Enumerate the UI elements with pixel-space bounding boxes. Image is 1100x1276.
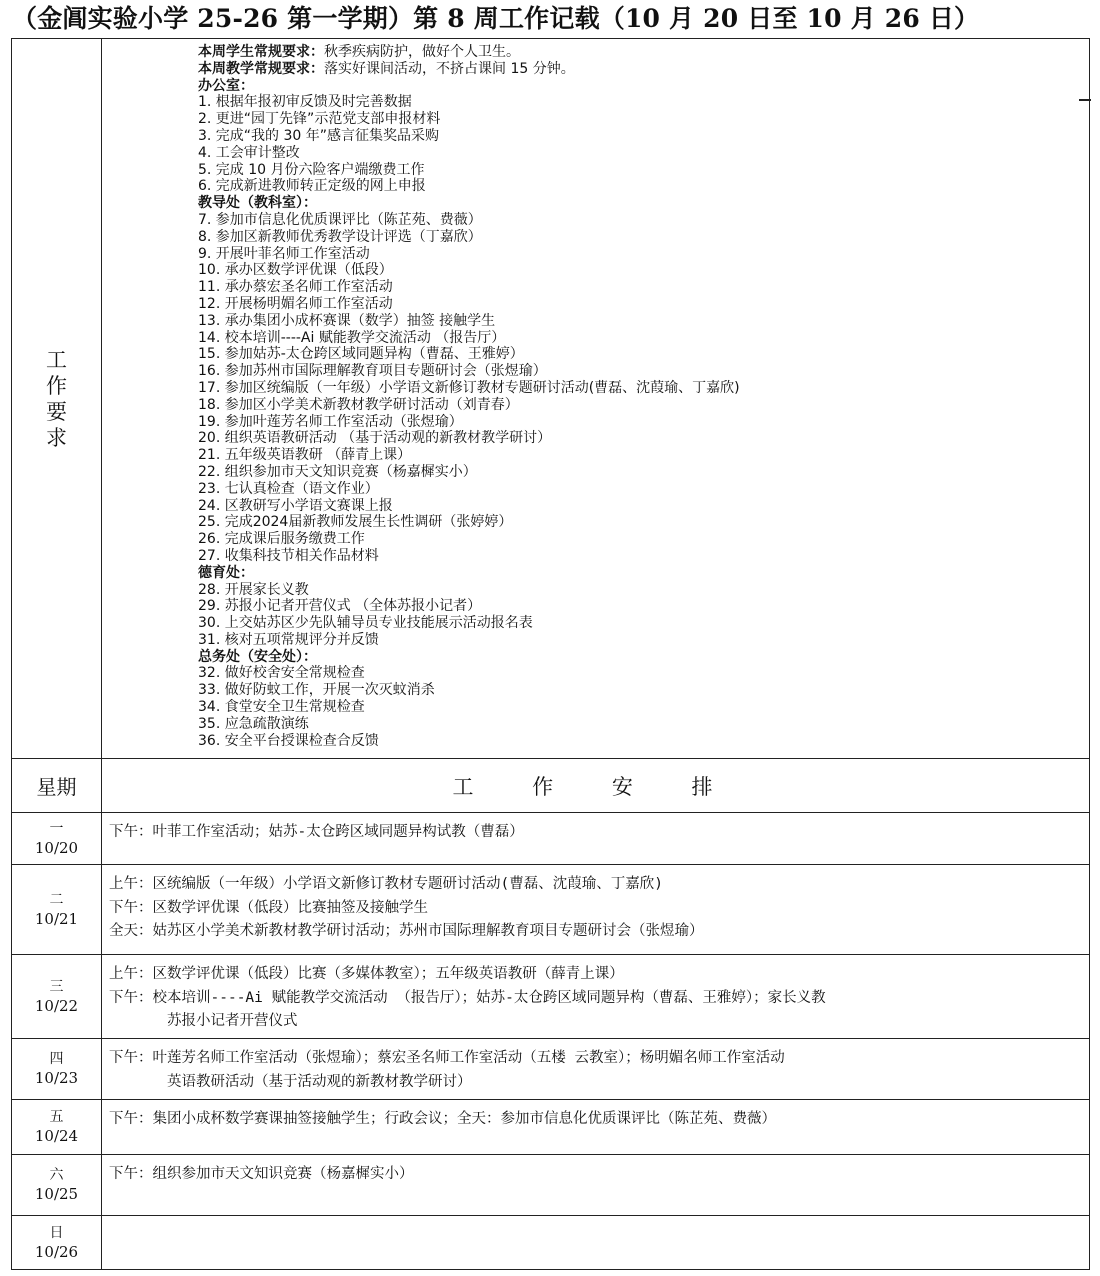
requirement-item	[198, 531, 1089, 548]
requirement-item	[198, 498, 1089, 515]
weekday-label: 五	[49, 1109, 64, 1125]
schedule-line: 下午：校本培训----Ai 赋能教学交流活动 （报告厅）；姑苏-太仓跨区域同题异构（曹磊、王雅婷）；家长义教	[109, 989, 826, 1006]
requirement-item	[198, 481, 1089, 498]
requirement-text: 德育处：	[198, 564, 254, 581]
requirement-text: 8. 参加区新教师优秀教学设计评选（丁嘉欣）	[198, 228, 482, 245]
requirement-item	[198, 632, 1089, 649]
arrangement-header: 工 作 安 排	[102, 759, 1090, 813]
weekday-label: 一	[49, 820, 64, 837]
requirement-detail: 落实好课间活动，不挤占课间 15 分钟。	[324, 60, 575, 77]
requirement-item	[198, 430, 1089, 447]
schedule-line: 下午：区数学评优课（低段）比赛抽签及接触学生	[109, 899, 428, 916]
requirement-heading	[198, 565, 1089, 582]
day-cell	[12, 813, 102, 865]
date-label: 10/21	[34, 909, 79, 928]
requirement-text: 27. 收集科技节相关作品材料	[198, 547, 379, 564]
requirement-item	[198, 212, 1089, 229]
day-cell	[12, 1039, 102, 1100]
day-cell	[12, 1155, 102, 1216]
requirements-label: 工作要求	[46, 347, 67, 450]
schedule-cell	[102, 1100, 1090, 1155]
requirement-item	[198, 246, 1089, 263]
requirement-item	[198, 94, 1089, 111]
header-row	[12, 759, 1090, 813]
day-cell	[12, 865, 102, 955]
requirement-text: 21. 五年级英语教研 （薛青上课）	[198, 447, 412, 464]
requirement-text: 15. 参加姑苏-太仓跨区域同题异构（曹磊、王雅婷）	[198, 346, 524, 363]
requirement-text: 7. 参加市信息化优质课评比（陈芷苑、费薇）	[198, 211, 482, 228]
schedule-line: 全天：姑苏区小学美术新教材教学研讨活动；苏州市国际理解教育项目专题研讨会（张煜瑜）	[109, 923, 704, 939]
schedule-line: 苏报小记者开营仪式	[167, 1013, 298, 1029]
requirement-item	[198, 665, 1089, 682]
requirement-item	[198, 296, 1089, 313]
day-row	[12, 955, 1090, 1039]
requirement-text: 23. 七认真检查（语文作业）	[198, 480, 379, 497]
requirement-item	[198, 733, 1089, 750]
requirement-item	[198, 716, 1089, 733]
requirement-heading	[198, 78, 1089, 95]
day-row	[12, 1216, 1090, 1270]
schedule-line: 英语教研活动（基于活动观的新教材教学研讨）	[167, 1073, 472, 1090]
requirement-item	[198, 111, 1089, 128]
requirement-item	[198, 582, 1089, 599]
requirements-label-cell	[12, 39, 102, 759]
weekday-label: 三	[49, 978, 64, 995]
schedule-line: 上午：区统编版（一年级）小学语文新修订教材专题研讨活动(曹磊、沈葭瑜、丁嘉欣)	[109, 876, 663, 892]
requirements-list	[198, 44, 1089, 749]
weekday-label: 二	[49, 891, 64, 908]
schedule-line: 下午：集团小成杯数学赛课抽签接触学生；行政会议；全天：参加市信息化优质课评比（陈芷苑、费薇）	[109, 1111, 776, 1127]
requirement-item	[198, 145, 1089, 162]
document-title: （金阊实验小学 25-26 第一学期）第 8 周工作记载（10 月 20 日至 10 月 26 日）	[12, 4, 980, 33]
requirement-text: 13. 承办集团小成杯赛课（数学）抽签 接触学生	[198, 312, 496, 329]
requirement-text: 32. 做好校舍安全常规检查	[198, 665, 365, 682]
schedule-line: 下午：叶莲芳名师工作室活动（张煜瑜）；蔡宏圣名师工作室活动（五楼 云教室）；杨明媚名师工作室活动	[109, 1050, 785, 1066]
schedule-cell	[102, 1216, 1090, 1270]
requirement-detail: 秋季疾病防护，做好个人卫生。	[324, 44, 520, 60]
requirement-item	[198, 128, 1089, 145]
requirement-item	[198, 699, 1089, 716]
requirement-item	[198, 178, 1089, 195]
schedule-line: 下午：组织参加市天文知识竞赛（杨嘉樨实小）	[109, 1166, 414, 1182]
day-row	[12, 1155, 1090, 1216]
requirement-text: 22. 组织参加市天文知识竞赛（杨嘉樨实小）	[198, 463, 477, 480]
day-row	[12, 1039, 1090, 1100]
requirement-text: 34. 食堂安全卫生常规检查	[198, 699, 365, 716]
schedule-cell	[102, 813, 1090, 865]
requirement-item	[198, 380, 1089, 397]
requirement-text: 28. 开展家长义教	[198, 581, 309, 598]
day-row	[12, 813, 1090, 865]
schedule-cell	[102, 1039, 1090, 1100]
requirement-text: 5. 完成 10 月份六险客户端缴费工作	[198, 161, 425, 178]
schedule-cell	[102, 865, 1090, 955]
requirement-item	[198, 313, 1089, 330]
requirement-item	[198, 682, 1089, 699]
requirement-item	[198, 615, 1089, 632]
day-cell	[12, 1100, 102, 1155]
weekday-label: 日	[49, 1224, 64, 1241]
schedule-cell	[102, 1155, 1090, 1216]
day-cell	[12, 955, 102, 1039]
requirement-text: 26. 完成课后服务缴费工作	[198, 531, 365, 548]
requirement-text: 35. 应急疏散演练	[198, 715, 309, 732]
requirement-text: 4. 工会审计整改	[198, 144, 300, 161]
requirement-text: 24. 区教研写小学语文赛课上报	[198, 497, 393, 514]
requirement-text: 本周教学常规要求：	[198, 60, 324, 77]
day-row	[12, 1100, 1090, 1155]
requirement-heading	[198, 61, 1089, 78]
date-label: 10/24	[34, 1127, 79, 1145]
requirement-text: 20. 组织英语教研活动 （基于活动观的新教材教学研讨）	[198, 430, 552, 447]
requirement-item	[198, 279, 1089, 296]
requirement-text: 14. 校本培训----Ai 赋能教学交流活动 （报告厅）	[198, 329, 506, 346]
requirement-item	[198, 346, 1089, 363]
day-row	[12, 865, 1090, 955]
date-label: 10/23	[34, 1069, 79, 1087]
requirement-item	[198, 162, 1089, 179]
edge-mark	[1079, 99, 1091, 101]
schedule-cell	[102, 955, 1090, 1039]
requirement-item	[198, 262, 1089, 279]
requirement-text: 6. 完成新进教师转正定级的网上申报	[198, 178, 426, 195]
requirement-text: 办公室：	[198, 77, 254, 94]
requirement-text: 12. 开展杨明媚名师工作室活动	[198, 295, 393, 312]
weekday-label: 四	[49, 1051, 64, 1067]
requirement-text: 2. 更进“园丁先锋”示范党支部申报材料	[198, 111, 441, 128]
day-cell	[12, 1216, 102, 1270]
requirement-text: 教导处（教科室）：	[198, 195, 317, 212]
requirement-heading	[198, 44, 1089, 61]
requirement-text: 31. 核对五项常规评分并反馈	[198, 631, 379, 648]
requirement-text: 9. 开展叶菲名师工作室活动	[198, 245, 370, 262]
requirement-text: 29. 苏报小记者开营仪式 （全体苏报小记者）	[198, 598, 482, 615]
requirement-text: 本周学生常规要求：	[198, 44, 324, 60]
requirement-text: 18. 参加区小学美术新教材教学研讨活动（刘青春）	[198, 396, 519, 413]
requirement-item	[198, 414, 1089, 431]
date-label: 10/20	[34, 838, 79, 857]
requirement-text: 19. 参加叶莲芳名师工作室活动（张煜瑜）	[198, 413, 463, 430]
schedule-line: 下午：叶菲工作室活动；姑苏-太仓跨区域同题异构试教（曹磊）	[109, 824, 524, 840]
requirements-cell	[102, 39, 1090, 759]
requirement-item	[198, 363, 1089, 380]
requirement-text: 总务处（安全处）：	[198, 648, 317, 665]
requirement-item	[198, 397, 1089, 414]
requirement-item	[198, 229, 1089, 246]
requirement-text: 16. 参加苏州市国际理解教育项目专题研讨会（张煜瑜）	[198, 363, 547, 380]
weekday-header: 星期	[12, 759, 102, 813]
requirement-text: 17. 参加区统编版（一年级）小学语文新修订教材专题研讨活动(曹磊、沈葭瑜、丁嘉欣)	[198, 379, 740, 396]
requirement-heading	[198, 649, 1089, 666]
requirement-item	[198, 330, 1089, 347]
requirement-text: 10. 承办区数学评优课（低段）	[198, 262, 393, 279]
requirement-text: 1. 根据年报初审反馈及时完善数据	[198, 94, 412, 111]
requirement-item	[198, 598, 1089, 615]
requirement-item	[198, 464, 1089, 481]
weekday-label: 六	[49, 1167, 64, 1183]
requirement-text: 25. 完成2024届新教师发展生长性调研（张婷婷）	[198, 514, 513, 531]
requirement-text: 11. 承办蔡宏圣名师工作室活动	[198, 279, 393, 296]
requirement-text: 3. 完成“我的 30 年”感言征集奖品采购	[198, 127, 440, 144]
schedule-line: 上午：区数学评优课（低段）比赛（多媒体教室）；五年级英语教研（薛青上课）	[109, 966, 624, 982]
requirement-item	[198, 514, 1089, 531]
requirement-item	[198, 548, 1089, 565]
date-label: 10/25	[34, 1185, 79, 1203]
requirement-text: 33. 做好防蚊工作，开展一次灭蚊消杀	[198, 682, 435, 699]
requirement-text: 30. 上交姑苏区少先队辅导员专业技能展示活动报名表	[198, 615, 533, 632]
requirements-row	[12, 39, 1090, 759]
date-label: 10/26	[34, 1242, 79, 1261]
work-record-table	[11, 38, 1090, 1270]
requirement-heading	[198, 195, 1089, 212]
date-label: 10/22	[34, 996, 79, 1015]
requirement-text: 36. 安全平台授课检查合反馈	[198, 732, 379, 749]
requirement-item	[198, 447, 1089, 464]
